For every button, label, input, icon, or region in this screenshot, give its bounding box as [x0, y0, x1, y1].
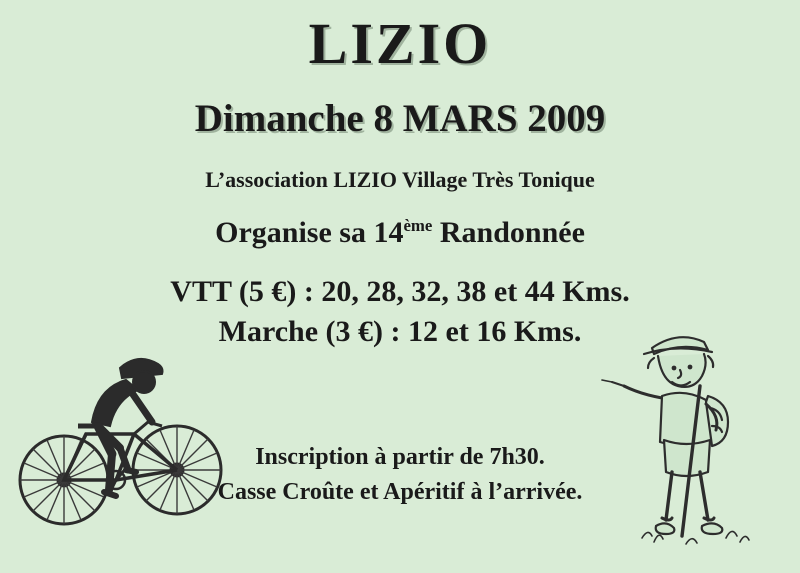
organise-line — [0, 215, 800, 251]
event-line-vtt: VTT (5 €) : 20, 28, 32, 38 et 44 Kms. — [170, 275, 630, 309]
organise-suffix: Randonnée — [432, 216, 585, 250]
organise-ordinal-suffix: ème — [403, 216, 433, 236]
footer-line-inscription: Inscription à partir de 7h30. — [255, 444, 545, 470]
poster-footer — [0, 440, 800, 510]
footer-line-casse-croute: Casse Croûte et Apéritif à l’arrivée. — [217, 478, 583, 505]
event-line-marche: Marche (3 €) : 12 et 16 Kms. — [218, 315, 582, 349]
page-title: LIZIO — [308, 11, 492, 76]
event-date: Dimanche 8 MARS 2009 — [194, 96, 606, 140]
organise-prefix: Organise sa 14 — [215, 216, 404, 250]
association-line: L’association LIZIO Village Très Tonique — [205, 166, 595, 192]
